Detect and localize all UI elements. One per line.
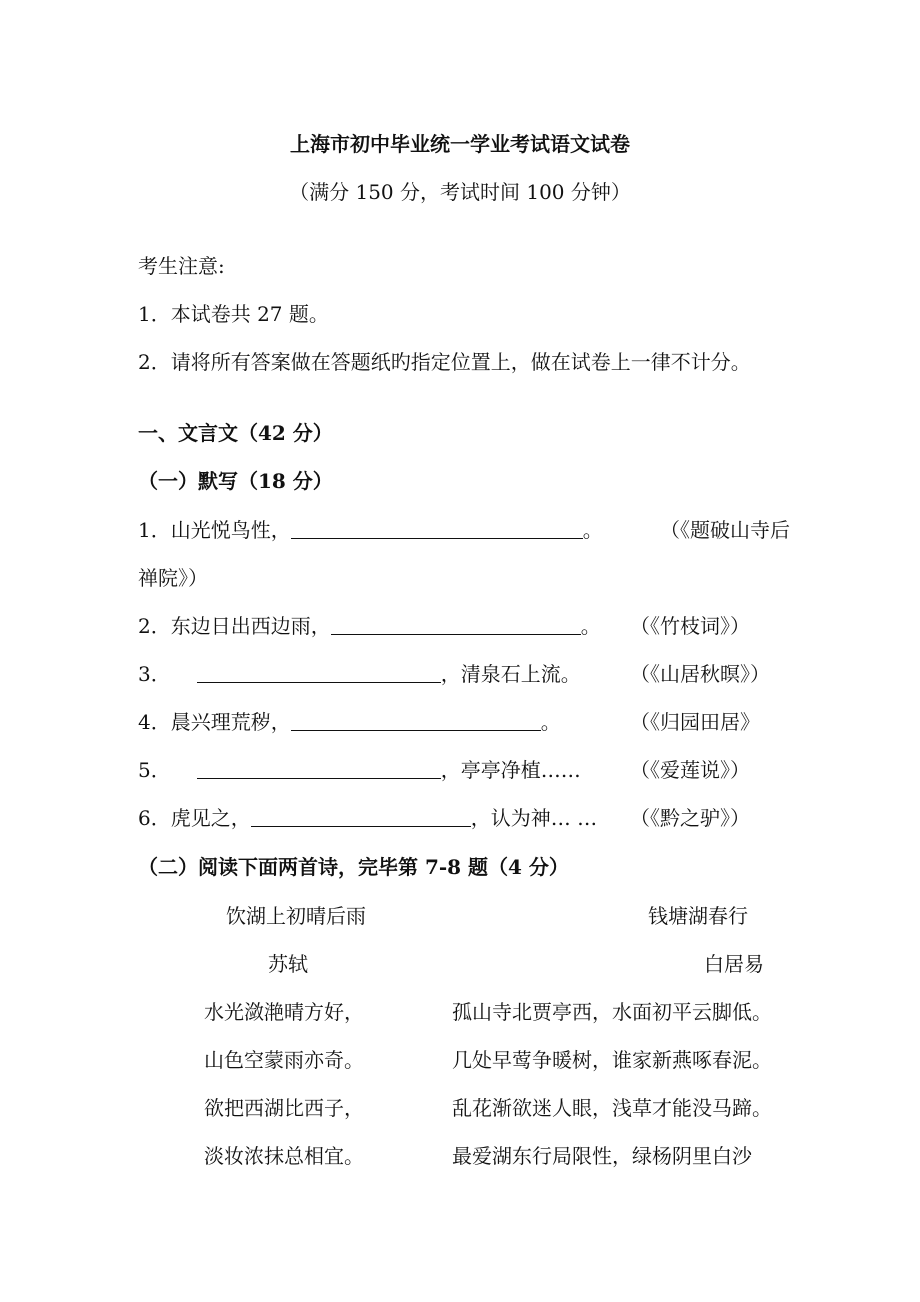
answer-blank-2[interactable] bbox=[331, 616, 581, 635]
exam-subtitle: （满分 150 分，考试时间 100 分钟） bbox=[289, 180, 631, 204]
poem-2-line-4: 最爱湖东行局限性，绿杨阴里白沙 bbox=[452, 1144, 752, 1168]
poem-2-line-3: 乱花渐欲迷人眼，浅草才能没马蹄。 bbox=[452, 1096, 772, 1120]
question-5-source: （《爱莲说》） bbox=[630, 758, 750, 782]
question-1-prefix: 1．山光悦鸟性， bbox=[138, 518, 291, 542]
exam-title: 上海市初中毕业统一学业考试语文试卷 bbox=[290, 132, 630, 156]
question-5-suffix: ，亭亭净植…… bbox=[440, 758, 581, 782]
answer-blank-3[interactable] bbox=[197, 664, 441, 683]
poem-1-author: 苏轼 bbox=[268, 952, 308, 976]
poem-1-line-1: 水光潋滟晴方好， bbox=[204, 1000, 364, 1024]
answer-blank-1[interactable] bbox=[291, 520, 583, 539]
notice-item-1: 1．本试卷共 27 题。 bbox=[138, 302, 329, 326]
question-4-prefix: 4．晨兴理荒秽， bbox=[138, 710, 291, 734]
question-2-prefix: 2．东边日出西边雨， bbox=[138, 614, 331, 638]
notice-item-2: 2．请将所有答案做在答题纸旳指定位置上，做在试卷上一律不计分。 bbox=[138, 350, 751, 374]
question-2 bbox=[138, 610, 601, 639]
question-3 bbox=[138, 658, 581, 687]
poem-2-line-2: 几处早莺争暖树，谁家新燕啄春泥。 bbox=[452, 1048, 772, 1072]
poem-2-author: 白居易 bbox=[704, 952, 764, 976]
poem-2-title: 钱塘湖春行 bbox=[648, 904, 748, 928]
poem-2-line-1: 孤山寺北贾亭西，水面初平云脚低。 bbox=[452, 1000, 772, 1024]
poem-1-line-2: 山色空蒙雨亦奇。 bbox=[204, 1048, 364, 1072]
section-heading: 一、文言文（42 分） bbox=[138, 421, 333, 445]
question-3-suffix: ，清泉石上流。 bbox=[440, 662, 581, 686]
question-2-source: （《竹枝词》） bbox=[630, 614, 750, 638]
question-6-prefix: 6．虎见之， bbox=[138, 806, 251, 830]
question-1-source: （《题破山寺后 bbox=[660, 518, 790, 542]
question-4-source: （《归园田居》 bbox=[630, 710, 760, 734]
answer-blank-4[interactable] bbox=[291, 712, 541, 731]
question-3-source: （《山居秋暝》） bbox=[630, 662, 770, 686]
part2-heading: （二）阅读下面两首诗，完毕第 7-8 题（4 分） bbox=[138, 855, 569, 879]
question-4-suffix: 。 bbox=[540, 710, 561, 734]
question-6 bbox=[138, 802, 597, 831]
poem-1-line-3: 欲把西湖比西子， bbox=[204, 1096, 364, 1120]
answer-blank-5[interactable] bbox=[197, 760, 441, 779]
answer-blank-6[interactable] bbox=[251, 808, 471, 827]
question-5 bbox=[138, 754, 581, 783]
question-1-suffix: 。 bbox=[582, 518, 603, 542]
question-1 bbox=[138, 514, 603, 543]
question-6-suffix: ，认为神… … bbox=[470, 806, 598, 830]
question-2-suffix: 。 bbox=[580, 614, 601, 638]
poem-1-title: 饮湖上初晴后雨 bbox=[226, 904, 366, 928]
question-3-prefix: 3． bbox=[138, 662, 171, 686]
question-5-prefix: 5． bbox=[138, 758, 171, 782]
poem-1-line-4: 淡妆浓抹总相宜。 bbox=[204, 1144, 364, 1168]
part1-heading: （一）默写（18 分） bbox=[138, 469, 333, 493]
question-6-source: （《黔之驴》） bbox=[630, 806, 750, 830]
question-1-source-cont: 禅院》） bbox=[138, 566, 208, 590]
question-4 bbox=[138, 706, 561, 735]
notice-heading: 考生注意: bbox=[138, 254, 225, 278]
